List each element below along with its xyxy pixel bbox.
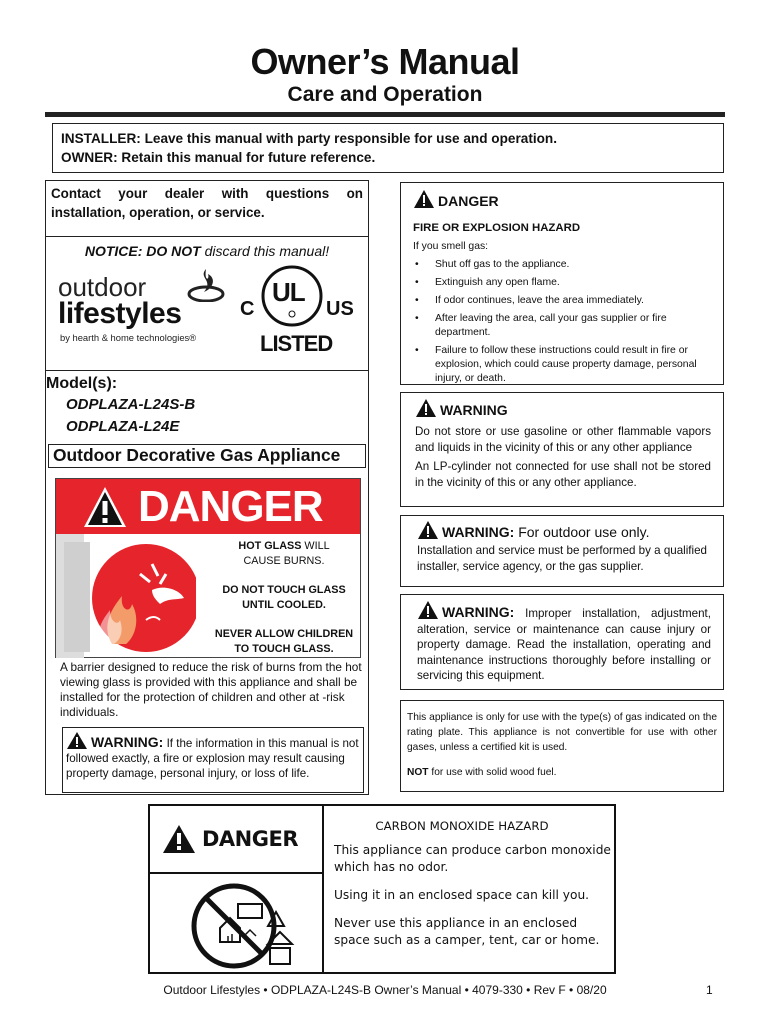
warning-flammable-header <box>415 398 711 420</box>
installer-owner-box <box>52 123 724 173</box>
owner-line <box>61 148 715 167</box>
danger-gas-list <box>413 258 713 386</box>
hot-glass-until-cooled: UNTIL COOLED. <box>242 598 326 611</box>
gas-type-not: NOT <box>407 767 429 778</box>
co-text-3: Never use this appliance in an enclosed space such as a camper, tent, car or home. <box>334 916 600 947</box>
models-label: Model(s): <box>46 375 118 392</box>
co-text <box>334 818 612 949</box>
danger-gas-heading: FIRE OR EXPLOSION HAZARD <box>413 222 581 234</box>
owner-label: OWNER: <box>61 150 118 165</box>
ul-us-letters: US <box>326 298 354 320</box>
warning-triangle-icon <box>413 189 435 209</box>
warning-outdoor-label: WARNING: <box>442 524 515 540</box>
warning-left-text <box>66 731 360 781</box>
co-heading: CARBON MONOXIDE HAZARD <box>375 819 549 833</box>
co-text-2: Using it in an enclosed space can kill you. <box>334 888 590 902</box>
model-item-2: ODPLAZA-L24E <box>66 418 180 435</box>
installer-line <box>61 129 715 148</box>
hot-glass-burn-icon <box>56 534 196 658</box>
hot-glass-label <box>55 478 361 658</box>
hot-glass-bold: HOT GLASS <box>238 540 302 552</box>
ul-listed-text: LISTED <box>260 331 333 356</box>
hot-glass-text-3 <box>196 627 372 656</box>
page-title: Owner’s Manual <box>250 41 520 82</box>
notice-text <box>48 242 366 260</box>
warning-install-text <box>417 600 711 684</box>
model-item-1: ODPLAZA-L24S-B <box>66 396 196 413</box>
warning-outdoor-text: Installation and service must be performed by a qualified installer, service agency, or the gas supplier. <box>417 544 708 573</box>
list-item: • Extinguish any open flame. <box>413 276 713 290</box>
gas-type-box <box>400 700 724 792</box>
header-rule <box>45 112 725 117</box>
hot-glass-text-2 <box>196 583 372 612</box>
contact-dealer-text: Contact your dealer with questions on installation, operation, or service. <box>51 186 363 220</box>
brand-word-lifestyles: lifestyles <box>58 297 182 330</box>
brand-logo <box>58 272 238 352</box>
ul-listing-mark <box>240 260 356 360</box>
gas-type-text: This appliance is only for use with the type(s) of gas indicated on the rating plate. This appliance is not convertible for use with other gases, unless a certified kit is used. <box>407 712 717 753</box>
hot-glass-will: WILL <box>304 540 330 552</box>
danger-gas-label: DANGER <box>438 193 499 209</box>
notice-rest: discard this manual! <box>204 243 330 259</box>
hot-glass-never-allow: NEVER ALLOW CHILDREN <box>214 628 354 640</box>
warning-outdoor-box <box>400 515 724 587</box>
warning-install-body: Improper installation, adjustment, alteration, service or maintenance can cause injury or property damage. Read the installation, operating and maintenance instructions thoroughly before installing or servicing this equipment. <box>417 607 711 682</box>
installer-text: Leave this manual with party responsible for use and operation. <box>144 131 558 146</box>
danger-gas-header <box>413 189 713 211</box>
warning-flammable-text-2: An LP-cylinder not connected for use shall not be stored in the vicinity of this or any other appliance. <box>415 460 711 489</box>
product-name-box: Outdoor Decorative Gas Appliance <box>48 444 366 468</box>
co-header-rule <box>150 872 322 874</box>
hot-glass-to-touch: TO TOUCH GLASS. <box>234 642 334 655</box>
co-hazard-box <box>148 804 616 974</box>
gas-type-not-rest: for use with solid wood fuel. <box>431 767 557 778</box>
list-item: • Failure to follow these instructions could result in fire or explosion, which could cause property damage, personal injury, or death. <box>413 344 713 386</box>
danger-gas-box <box>400 182 724 385</box>
danger-gas-intro: If you smell gas: <box>413 241 489 252</box>
brand-tagline: by hearth & home technologies® <box>60 332 197 343</box>
no-enclosed-space-icon <box>180 878 300 972</box>
hot-glass-cause: CAUSE BURNS. <box>243 554 325 567</box>
warning-flammable-text-1: Do not store or use gasoline or other flammable vapors and liquids in the vicinity of this or any other appliance <box>415 425 711 454</box>
warning-outdoor-rest: For outdoor use only. <box>518 524 650 540</box>
co-danger-label: DANGER <box>202 827 299 851</box>
warning-triangle-icon <box>417 600 439 620</box>
hot-glass-banner <box>56 479 360 534</box>
co-text-1: This appliance can produce carbon monoxide which has no odor. <box>334 843 611 874</box>
list-item: • Shut off gas to the appliance. <box>413 258 713 272</box>
notice-bold: NOTICE: DO NOT <box>84 243 201 259</box>
warning-triangle-icon <box>66 731 88 750</box>
hot-glass-dont-touch: DO NOT TOUCH GLASS <box>222 584 346 596</box>
warning-left-body: If the information in this manual is not followed exactly, a fire or explosion may result causing property damage, personal injury, or loss of life. <box>66 737 359 780</box>
warning-triangle-icon <box>415 398 437 418</box>
hot-glass-danger-text: DANGER <box>138 482 323 531</box>
hot-glass-text-1 <box>206 539 362 568</box>
warning-left-label: WARNING: <box>91 734 164 750</box>
warning-triangle-icon <box>417 520 439 540</box>
warning-flammable-label: WARNING <box>440 402 508 418</box>
owner-text: Retain this manual for future reference. <box>121 150 376 165</box>
warning-outdoor-header <box>417 520 711 542</box>
warning-triangle-icon <box>82 485 128 529</box>
list-item: • If odor continues, leave the area immediately. <box>413 294 713 308</box>
footer-text: Outdoor Lifestyles • ODPLAZA-L24S-B Owner’s Manual • 4079-330 • Rev F • 08/20 <box>163 983 607 997</box>
gas-type-not-wood <box>407 765 717 780</box>
list-item: • After leaving the area, call your gas supplier or fire department. <box>413 312 713 340</box>
warning-triangle-icon <box>162 824 196 854</box>
page-number: 1 <box>706 983 713 997</box>
barrier-text: A barrier designed to reduce the risk of burns from the hot viewing glass is provided with this appliance and shall be installed for the protection of children and other at -risk individuals. <box>60 660 362 719</box>
installer-label: INSTALLER: <box>61 131 141 146</box>
warning-install-label: WARNING: <box>442 604 515 620</box>
page-subtitle: Care and Operation <box>287 83 483 106</box>
flame-logo-icon <box>186 266 226 302</box>
warning-flammable-box <box>400 392 724 507</box>
brand-word-outdoor: outdoor <box>58 272 147 302</box>
ul-c-letter: C <box>240 298 255 320</box>
warning-install-box <box>400 594 724 690</box>
ul-letters: UL <box>272 277 305 307</box>
